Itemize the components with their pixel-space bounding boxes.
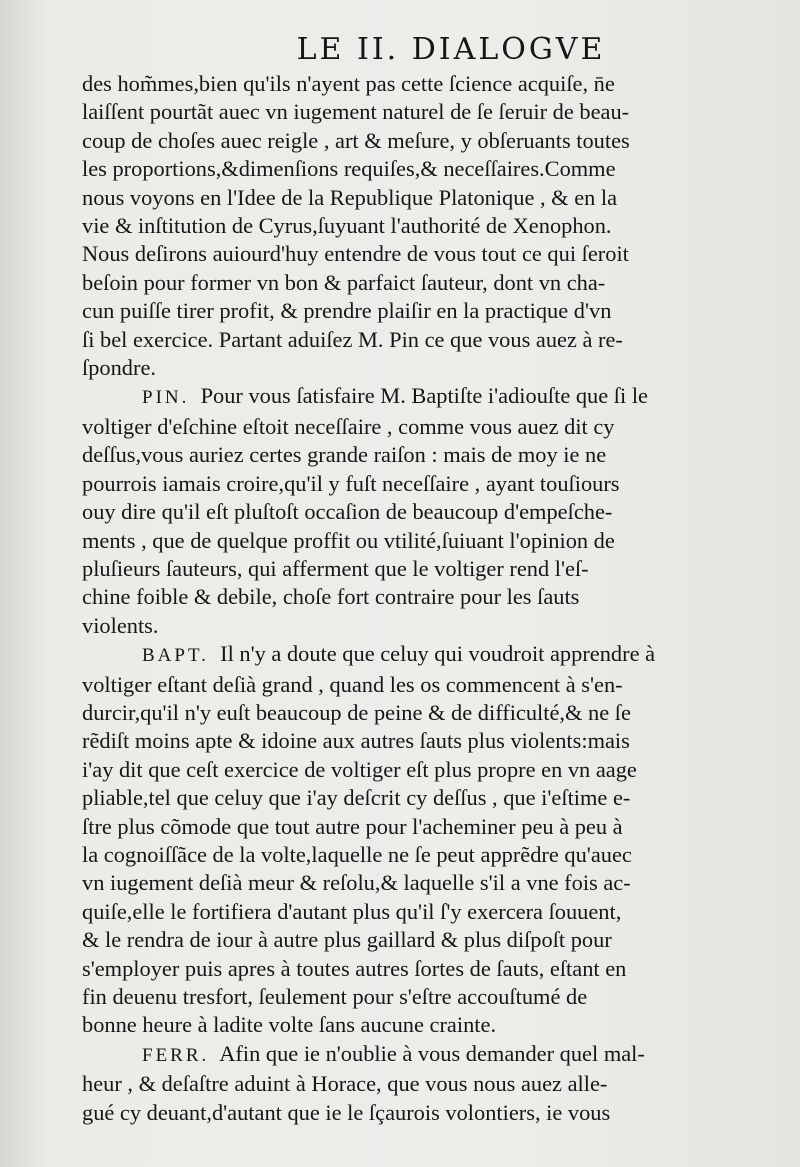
text-line: nous voyons en l'Idee de la Republique Platonique , & en la [82,184,618,210]
text-line: voltiger eſtant deſià grand , quand les os commencent à s'en- [82,671,623,697]
text-line: ments , que de quelque proffit ou vtilité,ſuiuant l'opinion de [82,527,615,553]
text-line: gué cy deuant,d'autant que ie le ſçaurois volontiers, ie vous [82,1099,611,1125]
speaker-name: PIN. [142,387,190,409]
text-line: ouy dire qu'il eſt pluſtoſt occaſion de beaucoup d'empeſche- [82,499,613,525]
text-line: des hom̃mes,bien qu'ils n'ayent pas cette ſcience acquiſe, n̄e [82,71,615,96]
text-line: ſi bel exercice. Partant aduiſez M. Pin ce que vous auez à re- [82,326,623,352]
speaker-name: BAPT. [142,645,209,667]
text-line-first [82,640,760,670]
text-line: Nous deſirons auiourd'huy entendre de vous tout ce qui ſeroit [82,241,629,267]
text-line: rẽdiſt moins apte & idoine aux autres ſauts plus violents:mais [82,728,630,754]
text-line: chine foible & debile, choſe fort contraire pour les ſauts [82,584,580,610]
text-line: ſpondre. [82,355,156,381]
text-line: pluſieurs ſauteurs, qui afferment que le voltiger rend l'eſ- [82,555,589,581]
paragraph-bapt [82,640,760,1040]
text-line: vie & inſtitution de Cyrus,ſuyuant l'authorité de Xenophon. [82,213,612,239]
paragraph-1 [82,70,760,382]
text-line: laiſſent pourtãt auec vn iugement naturel de ſe ſeruir de beau- [82,99,630,125]
text-line: pliable,tel que celuy que i'ay deſcrit cy deſſus , que i'eſtime e- [82,785,631,811]
text-line: quiſe,elle le fortifiera d'autant plus qu'il ſ'y exercera ſouuent, [82,898,622,924]
text-line-first [82,1040,760,1070]
text-line: bonne heure à ladite volte ſans aucune crainte. [82,1012,497,1038]
text-line: la cognoiſſãce de la volte,laquelle ne ſe peut apprẽdre qu'auec [82,841,632,867]
text-line: Il n'y a doute que celuy qui voudroit apprendre à [220,641,656,667]
text-line: violents. [82,612,159,638]
text-line: heur , & deſaſtre aduint à Horace, que vous nous auez alle- [82,1071,608,1097]
running-title: LE II. DIALOGVE [296,32,606,67]
body-text [82,70,760,1127]
paragraph-ferr [82,1040,760,1127]
text-line: s'employer puis apres à toutes autres ſortes de ſauts, eſtant en [82,955,627,981]
text-line: ſtre plus cõmode que tout autre pour l'acheminer peu à peu à [82,813,623,839]
text-line: cun puiſſe tirer profit, & prendre plaiſir en la practique d'vn [82,298,612,324]
text-line: Afin que ie n'oublie à vous demander quel mal- [219,1040,645,1066]
text-line: pourrois iamais croire,qu'il y fuſt neceſſaire , ayant touſiours [82,470,620,496]
text-line-first [82,382,760,412]
text-line: voltiger d'eſchine eſtoit neceſſaire , comme vous auez dit cy [82,413,615,439]
text-line: i'ay dit que ceſt exercice de voltiger eſt plus propre en vn aage [82,756,637,782]
text-line: beſoin pour former vn bon & parfaict ſauteur, dont vn cha- [82,269,606,295]
text-line: Pour vous ſatisfaire M. Baptiſte i'adiouſte que ſi le [200,383,648,409]
speaker-name: FERR. [142,1044,210,1066]
text-line: les proportions,&dimenſions requiſes,& neceſſaires.Comme [82,156,616,182]
text-line: & le rendra de iour à autre plus gaillard & plus diſpoſt pour [82,927,612,953]
paragraph-pin [82,382,760,640]
text-line: vn iugement deſià meur & reſolu,& laquelle s'il a vne fois ac- [82,870,631,896]
text-line: deſſus,vous auriez certes grande raiſon : mais de moy ie ne [82,442,607,468]
text-line: coup de choſes auec reigle , art & meſure, y obſeruants toutes [82,127,630,153]
text-line: durcir,qu'il n'y euſt beaucoup de peine & de difficulté,& ne ſe [82,699,631,725]
text-line: fin deuenu tresfort, ſeulement pour s'eſtre accouſtumé de [82,984,588,1009]
